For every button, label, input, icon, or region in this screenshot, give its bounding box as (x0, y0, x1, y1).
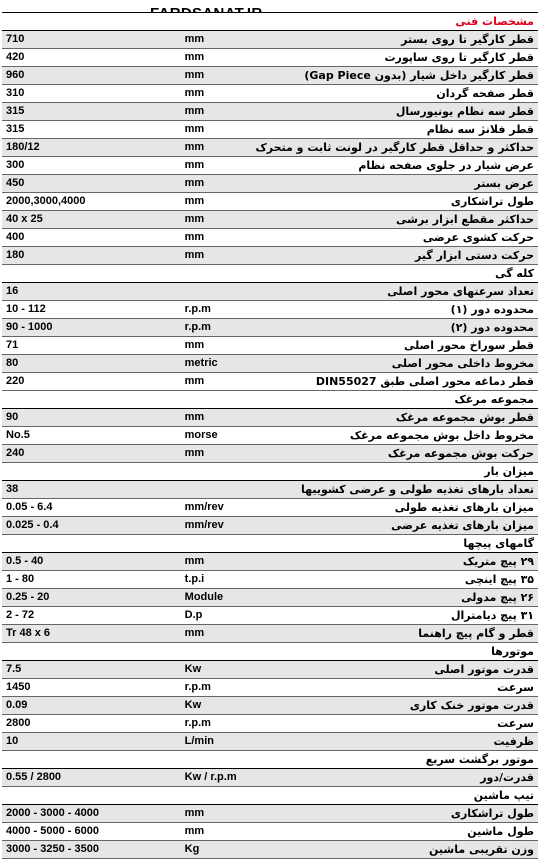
spec-value: 2 - 72 (2, 607, 181, 625)
spec-body (2, 13, 538, 859)
section-title: موتور برگشت سریع (2, 751, 538, 769)
spec-row (2, 139, 538, 157)
spec-unit: mm (181, 211, 360, 229)
spec-value: 310 (2, 85, 181, 103)
spec-value: 16 (2, 283, 181, 301)
spec-unit: mm (181, 823, 360, 841)
spec-label: ۲۶ پیچ مدولی (359, 589, 538, 607)
spec-label: قطر کارگیر تا روی ساپورت (359, 49, 538, 67)
spec-value: 1 - 80 (2, 571, 181, 589)
spec-label: حداکثر مقطع ابزار برشی (359, 211, 538, 229)
spec-label: قطر و گام پیچ راهنما (359, 625, 538, 643)
spec-row (2, 211, 538, 229)
spec-value: 0.25 - 20 (2, 589, 181, 607)
spec-unit: mm (181, 31, 360, 49)
spec-label: تعداد سرعتهای محور اصلی (359, 283, 538, 301)
spec-unit: mm (181, 373, 360, 391)
spec-value: 180/12 (2, 139, 181, 157)
spec-row (2, 103, 538, 121)
section-header-row (2, 265, 538, 283)
section-title: تیپ ماشین (2, 787, 538, 805)
spec-unit: mm (181, 805, 360, 823)
spec-label: قطر صفحه گردان (359, 85, 538, 103)
spec-label: حرکت کشوی عرضی (359, 229, 538, 247)
spec-row (2, 607, 538, 625)
spec-value: 0.5 - 40 (2, 553, 181, 571)
spec-unit: D.p (181, 607, 360, 625)
spec-label: قطر فلانژ سه نظام (359, 121, 538, 139)
spec-label: سرعت (359, 715, 538, 733)
spec-unit: mm (181, 67, 360, 85)
section-header-row (2, 463, 538, 481)
section-header-row (2, 787, 538, 805)
spec-unit: mm/rev (181, 517, 360, 535)
spec-unit: r.p.m (181, 319, 360, 337)
spec-unit: mm (181, 409, 360, 427)
section-title: گامهای پیچها (2, 535, 538, 553)
spec-unit: morse (181, 427, 360, 445)
spec-value: 180 (2, 247, 181, 265)
spec-row (2, 823, 538, 841)
spec-row (2, 517, 538, 535)
spec-label: محدوده دور (۲) (359, 319, 538, 337)
spec-row (2, 355, 538, 373)
spec-label: قطر سوراخ محور اصلی (359, 337, 538, 355)
spec-value: 90 - 1000 (2, 319, 181, 337)
spec-label: سرعت (359, 679, 538, 697)
spec-value: 315 (2, 103, 181, 121)
spec-row (2, 175, 538, 193)
spec-unit: mm (181, 625, 360, 643)
spec-label: طول تراشکاری (359, 193, 538, 211)
spec-unit: mm (181, 157, 360, 175)
spec-unit: mm (181, 445, 360, 463)
spec-label: محدوده دور (۱) (359, 301, 538, 319)
spec-row (2, 373, 538, 391)
spec-value: 960 (2, 67, 181, 85)
spec-value: 71 (2, 337, 181, 355)
spec-unit: Kw / r.p.m (181, 769, 360, 787)
spec-value: 38 (2, 481, 181, 499)
spec-label: وزن تقریبی ماشین (359, 841, 538, 859)
section-title: مشخصات فنی (2, 13, 538, 31)
spec-value: 420 (2, 49, 181, 67)
spec-label: قطر سه نظام یونیورسال (359, 103, 538, 121)
spec-row (2, 679, 538, 697)
spec-label: ظرفیت (359, 733, 538, 751)
spec-row (2, 625, 538, 643)
spec-row (2, 31, 538, 49)
spec-label: قطر کارگیر تا روی بستر (359, 31, 538, 49)
spec-unit: mm (181, 85, 360, 103)
spec-row (2, 427, 538, 445)
spec-row (2, 247, 538, 265)
spec-row (2, 283, 538, 301)
spec-value: 0.09 (2, 697, 181, 715)
spec-value: 0.025 - 0.4 (2, 517, 181, 535)
spec-row (2, 85, 538, 103)
spec-row (2, 445, 538, 463)
spec-unit: mm (181, 49, 360, 67)
spec-label: ۲۹ پیچ متریک (359, 553, 538, 571)
section-header-row (2, 13, 538, 31)
spec-unit: r.p.m (181, 679, 360, 697)
spec-row (2, 553, 538, 571)
spec-row (2, 337, 538, 355)
spec-label: عرض شیار در جلوی صفحه نظام (359, 157, 538, 175)
spec-label: قدرت موتور اصلی (359, 661, 538, 679)
spec-unit: mm (181, 229, 360, 247)
spec-row (2, 49, 538, 67)
spec-unit: mm (181, 121, 360, 139)
spec-value: 240 (2, 445, 181, 463)
spec-unit: metric (181, 355, 360, 373)
spec-label: مخروط داخل بوش مجموعه مرغک (359, 427, 538, 445)
spec-label: ۳۱ پیچ دیامترال (359, 607, 538, 625)
spec-label: حرکت بوش مجموعه مرغک (359, 445, 538, 463)
spec-row (2, 841, 538, 859)
spec-unit: mm (181, 553, 360, 571)
spec-unit: L/min (181, 733, 360, 751)
spec-row (2, 121, 538, 139)
spec-unit: mm (181, 139, 360, 157)
spec-value: 90 (2, 409, 181, 427)
spec-unit: Kw (181, 661, 360, 679)
spec-value: 2000 - 3000 - 4000 (2, 805, 181, 823)
spec-unit: r.p.m (181, 301, 360, 319)
spec-row (2, 193, 538, 211)
spec-row (2, 301, 538, 319)
spec-unit: Kw (181, 697, 360, 715)
spec-value: 10 - 112 (2, 301, 181, 319)
spec-row (2, 67, 538, 85)
spec-row (2, 319, 538, 337)
spec-label: حرکت دستی ابزار گیر (359, 247, 538, 265)
spec-value: 3000 - 3250 - 3500 (2, 841, 181, 859)
spec-label: میزان بارهای تغذیه طولی (359, 499, 538, 517)
spec-table (2, 12, 538, 859)
spec-value: 2000,3000,4000 (2, 193, 181, 211)
spec-value: 300 (2, 157, 181, 175)
section-title: مجموعه مرغک (2, 391, 538, 409)
spec-label: عرض بستر (359, 175, 538, 193)
spec-row (2, 661, 538, 679)
spec-label: ۳۵ پیچ اینچی (359, 571, 538, 589)
spec-row (2, 571, 538, 589)
section-header-row (2, 391, 538, 409)
spec-value: 400 (2, 229, 181, 247)
section-header-row (2, 751, 538, 769)
spec-row (2, 229, 538, 247)
spec-unit: mm (181, 175, 360, 193)
spec-label: تعداد بارهای تغذیه طولی و عرضی کشوییها (359, 481, 538, 499)
spec-label: طول تراشکاری (359, 805, 538, 823)
spec-value: 0.05 - 6.4 (2, 499, 181, 517)
spec-row (2, 409, 538, 427)
spec-label: قطر بوش مجموعه مرغک (359, 409, 538, 427)
spec-unit: mm/rev (181, 499, 360, 517)
section-title: موتورها (2, 643, 538, 661)
spec-row (2, 805, 538, 823)
spec-row (2, 733, 538, 751)
spec-row (2, 481, 538, 499)
spec-value: Tr 48 x 6 (2, 625, 181, 643)
spec-value: 40 x 25 (2, 211, 181, 229)
spec-label: قدرت/دور (359, 769, 538, 787)
spec-label: قدرت موتور خنک کاری (359, 697, 538, 715)
spec-row (2, 769, 538, 787)
spec-value: 1450 (2, 679, 181, 697)
spec-value: 80 (2, 355, 181, 373)
spec-unit: mm (181, 103, 360, 121)
spec-value: 220 (2, 373, 181, 391)
spec-row (2, 697, 538, 715)
spec-unit: mm (181, 193, 360, 211)
spec-row (2, 715, 538, 733)
spec-label: قطر کارگیر داخل شیار (بدون Gap Piece) (359, 67, 538, 85)
spec-label: مخروط داخلی محور اصلی (359, 355, 538, 373)
spec-value: 450 (2, 175, 181, 193)
spec-value: 2800 (2, 715, 181, 733)
spec-value: 7.5 (2, 661, 181, 679)
spec-value: 0.55 / 2800 (2, 769, 181, 787)
spec-unit: r.p.m (181, 715, 360, 733)
spec-unit (181, 283, 360, 301)
section-title: کله گی (2, 265, 538, 283)
spec-unit: Module (181, 589, 360, 607)
spec-unit: mm (181, 247, 360, 265)
spec-label: میزان بارهای تغذیه عرضی (359, 517, 538, 535)
spec-value: 710 (2, 31, 181, 49)
section-title: میزان بار (2, 463, 538, 481)
spec-label: طول ماشین (359, 823, 538, 841)
spec-value: 10 (2, 733, 181, 751)
spec-row (2, 499, 538, 517)
spec-value: 4000 - 5000 - 6000 (2, 823, 181, 841)
spec-label: قطر دماغه محور اصلی طبق DIN55027 (359, 373, 538, 391)
spec-row (2, 157, 538, 175)
spec-value: 315 (2, 121, 181, 139)
spec-value: No.5 (2, 427, 181, 445)
spec-row (2, 589, 538, 607)
section-header-row (2, 535, 538, 553)
section-header-row (2, 643, 538, 661)
spec-label: حداکثر و حداقل قطر کارگیر در لونت ثابت و متحرک (359, 139, 538, 157)
spec-unit: t.p.i (181, 571, 360, 589)
spec-unit: Kg (181, 841, 360, 859)
spec-unit: mm (181, 337, 360, 355)
